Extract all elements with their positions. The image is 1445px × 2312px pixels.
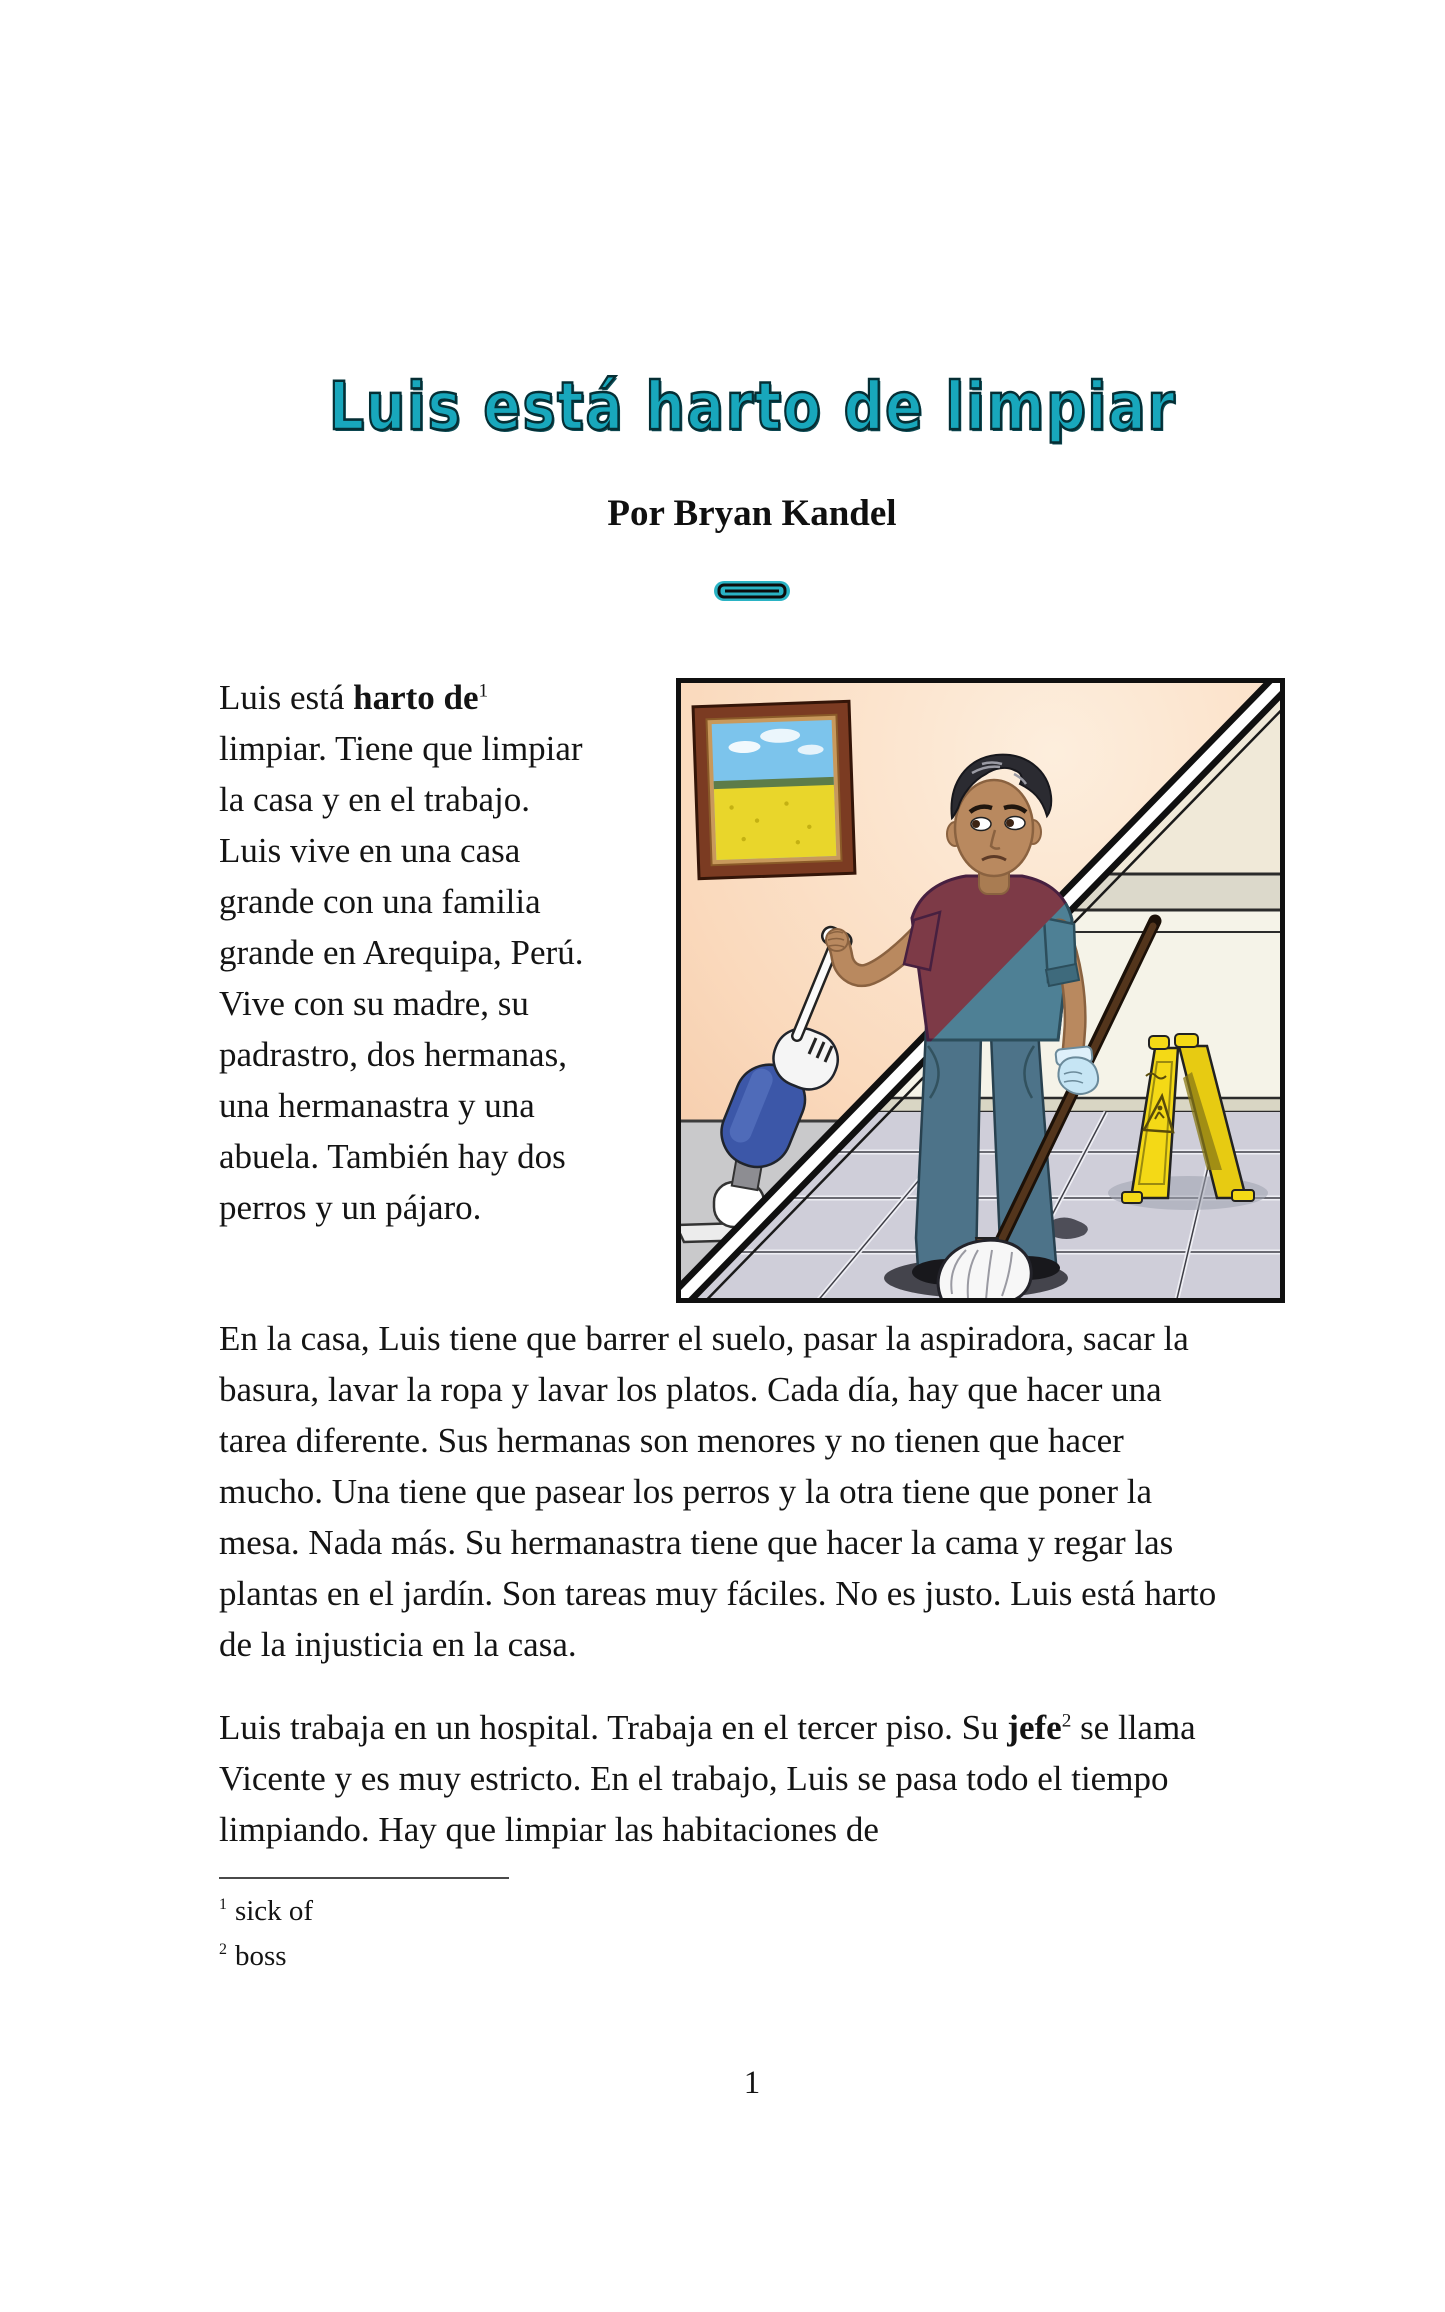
story-paragraph-3: Luis trabaja en un hospital. Trabaja en el tercer piso. Su jefe$^2$ se llama Vicente y es muy estricto. En el trabajo, Luis se pasa todo el tiempo limpiando. Hay que limpiar las habitaciones de <box>219 1707 1196 1849</box>
story-paragraph-1: Luis está harto $de^1$ limpiar. Tiene que limpiar la casa y en el trabajo. Luis vive en una casa grande con una familia grande en Arequipa, Perú. Vive con su madre, su padrastro, dos hermanas, una hermanastra y una abuela. También hay dos perros y un pájaro. <box>219 677 584 1227</box>
footnote-1-text: sick of <box>234 1894 314 1927</box>
footnote-rule <box>219 1877 509 1879</box>
section-divider <box>219 580 1285 602</box>
story-body <box>219 672 1285 1855</box>
footnote-1 <box>219 1889 1285 1934</box>
footnote-2-marker: 2 <box>219 1941 227 1959</box>
page-title: Luis está harto de limpiar <box>328 368 1176 445</box>
page-number: 1 <box>743 2064 761 2101</box>
document-page <box>219 0 1285 2102</box>
byline: Por Bryan Kandel <box>607 493 897 535</box>
divider-bar-icon <box>713 580 791 602</box>
footnote-2-text: boss <box>234 1939 287 1972</box>
footnote-2 <box>219 1934 1285 1979</box>
story-illustration <box>676 678 1285 1303</box>
footnote-1-marker: 1 <box>219 1896 227 1914</box>
framed-picture <box>693 701 855 878</box>
story-paragraph-2: En la casa, Luis tiene que barrer el suelo, pasar la aspiradora, sacar la basura, lavar la ropa y lavar los platos. Cada día, hay que hacer una tarea diferente. Sus hermanas son menores y no tienen que hacer mucho. Una tiene que pasear los perros y la otra tiene que poner la mesa. Nada más. Su hermanastra tiene que hacer la cama y regar las plantas en el jardín. Son tareas muy fáciles. No es justo. Luis está harto de la injusticia en la casa. <box>219 1318 1217 1664</box>
